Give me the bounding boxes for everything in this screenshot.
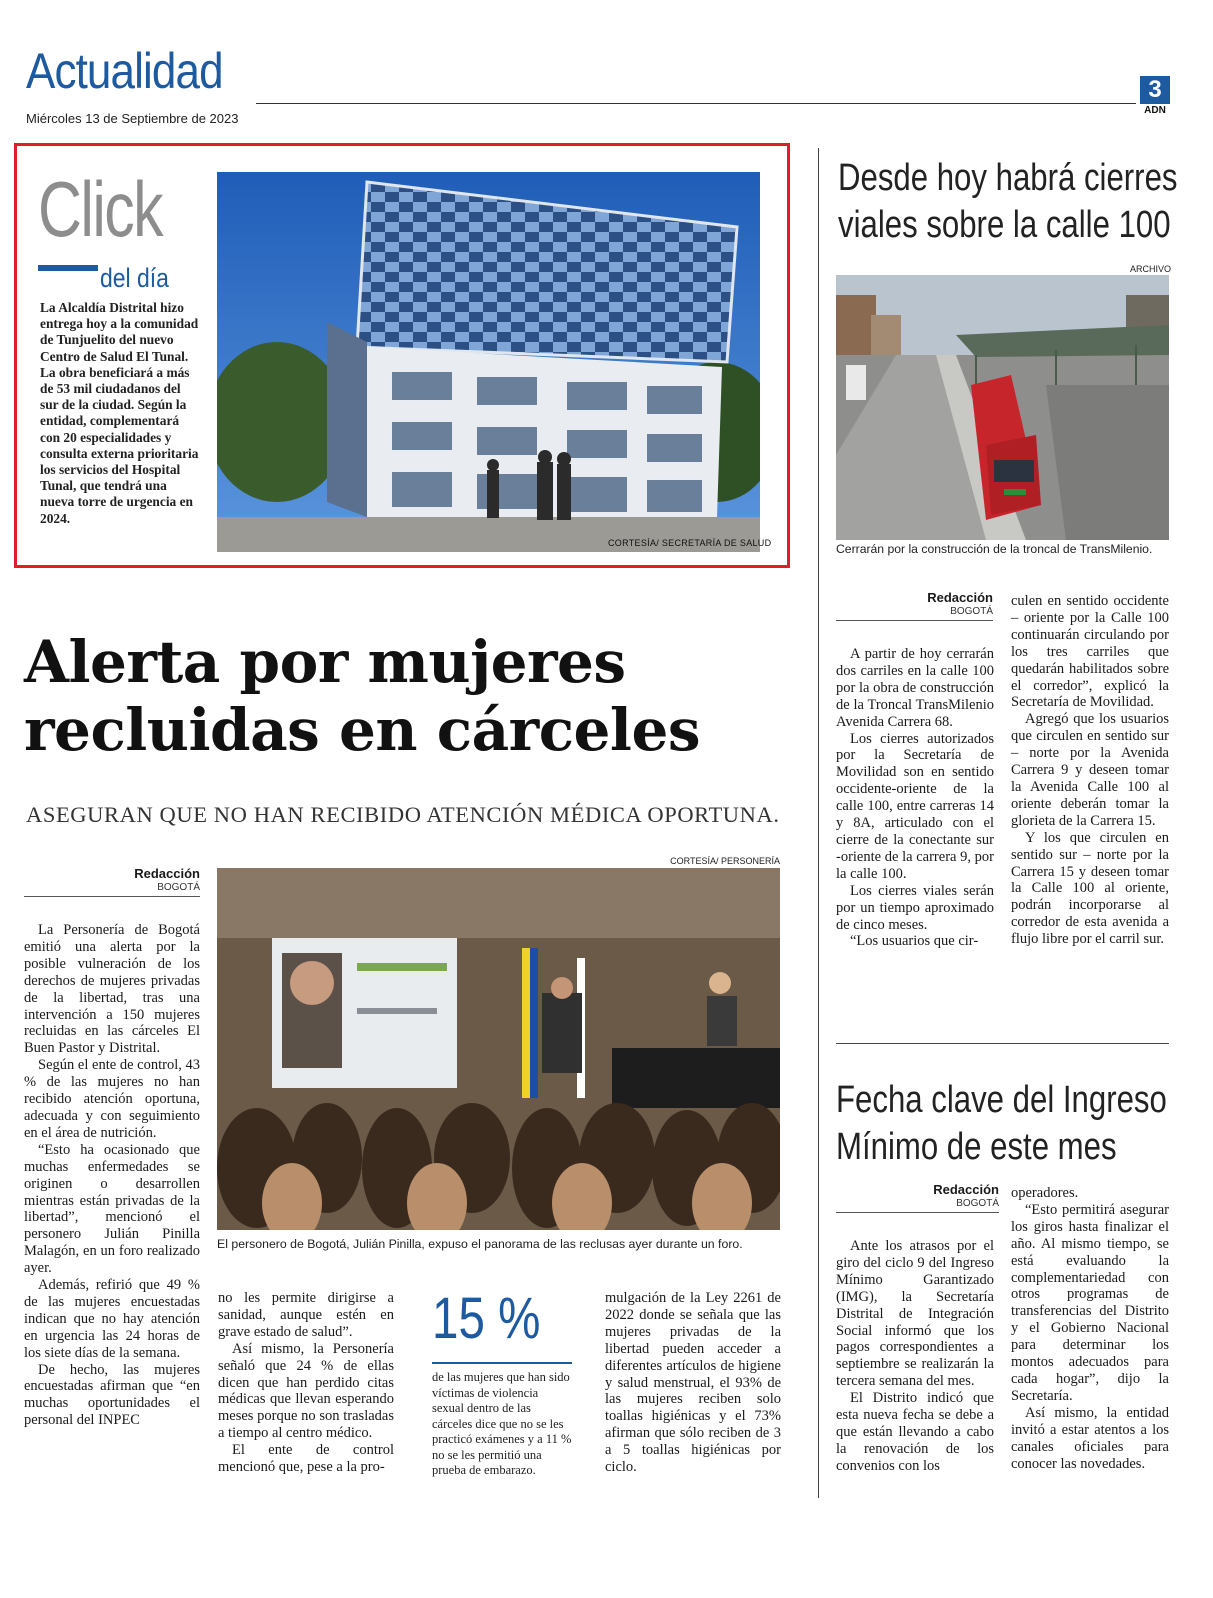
main-headline: Alerta por mujeres recluidas en cárceles [24,628,701,764]
story-divider [836,1043,1169,1044]
paragraph: Según el ente de control, 43 % de las mujeres no han recibido atención oportuna, adecuada y con seguimiento en el área de nutrición. [24,1057,200,1141]
byline-author: Redacción [134,866,200,881]
photo-credit: CORTESÍA/ SECRETARÍA DE SALUD [608,538,772,548]
photo-credit: CORTESÍA/ PERSONERÍA [670,856,780,866]
cierres-headline [838,155,1177,249]
paragraph: operadores. [1011,1185,1079,1201]
ingreso-text-column-2 [1011,1185,1169,1472]
paragraph: El Distrito indicó que esta nueva fecha se debe a que están llevando a cabo la renovación de los convenios con los [836,1390,994,1474]
click-accent-bar [38,265,98,271]
paragraph: Y los que circulen en sentido sur – norte por la Carrera 15 y deseen tomar la Calle 100 al oriente, podrán incorporarse al corredor de esta avenida a flujo libre por el carril sur. [1011,829,1169,948]
byline-rule [836,620,993,621]
transmilenio-photo [836,275,1169,540]
byline-place: BOGOTÁ [157,882,200,893]
paragraph: Agregó que los usuarios que circulen en sentido sur – norte por la Avenida Carrera 9 y deseen tomar la Avenida Calle 100 al oriente deberán tomar la glorieta de la Carrera 15. [1011,711,1169,829]
stat-value: 15 % [432,1286,541,1351]
section-title: Actualidad [26,43,223,99]
stat-text: de las mujeres que han sido víctimas de violencia sexual dentro de las cárceles dice que no se les practicó exámenes y a 11 % no se les permitió una prueba de embarazo. [432,1370,572,1477]
paragraph: A partir de hoy cerrarán dos carriles en la calle 100 por la obra de construcción de la Troncal TransMilenio Avenida Carrera 68. [836,646,994,730]
main-text-column-4 [605,1290,781,1476]
paragraph: Los cierres autorizados por la Secretaría de Movilidad son en sentido occidente-oriente de la calle 100, entre carreras 14 y 8A, articulado con el cierre de la conectante sur -oriente de la carrera 9, por la calle 100. [836,730,994,882]
paragraph: no les permite dirigirse a sanidad, aunque estén en grave estado de salud”. [218,1290,394,1340]
forum-photo [217,868,780,1230]
click-subtitle: del día [100,263,169,293]
byline-place: BOGOTÁ [956,1198,999,1209]
paragraph: “Esto permitirá asegurar los giros hasta finalizar el año. Al mismo tiempo, se está evaluando la complementariedad con otros programas de transferencias del Distrito y el Gobierno Nacional para determinar los montos adecuados para cada hogar”, dijo la Secretaría. [1011,1201,1169,1404]
brand-logo: ADN [1144,105,1166,116]
byline-author: Redacción [933,1182,999,1197]
main-text-column-1 [24,922,200,1429]
paragraph: Así mismo, la entidad invitó a estar atentos a los canales oficiales para conocer las novedades. [1011,1404,1169,1472]
click-body-text: La Alcaldía Distrital hizo entrega hoy a la comunidad de Tunjuelito del nuevo Centro de Salud El Tunal. La obra beneficiará a más de 53 mil ciudadanos del sur de la ciudad. Según la entidad, complementará con 20 especialidades y consulta externa prioritaria los servicios del Hospital Tunal, que tendrá una nueva torre de urgencia en 2024. [40,300,199,526]
column-divider [818,148,819,1498]
photo-caption: El personero de Bogotá, Julián Pinilla, expuso el panorama de las reclusas ayer durante un foro. [217,1237,743,1251]
photo-credit: ARCHIVO [1130,264,1172,274]
cierres-text-column-1 [836,646,994,950]
health-center-photo [217,172,760,552]
byline-author: Redacción [927,590,993,605]
paragraph: De hecho, las mujeres encuestadas afirman que “en muchas oportunidades el personal del INPEC [24,1361,200,1429]
page-number: 3 [1140,76,1170,104]
header-rule [256,103,1136,104]
byline-rule [836,1212,999,1213]
headline-line: Desde hoy habrá cierres [838,157,1178,199]
stat-rule [432,1362,572,1364]
ingreso-text-column-1 [836,1238,994,1475]
paragraph: Además, refirió que 49 % de las mujeres encuestadas indican que no hay atención en urgencia las 24 horas de los siete días de la semana. [24,1277,200,1361]
ingreso-headline [836,1077,1167,1171]
paragraph: Los cierres viales serán por un tiempo aproximado de cinco meses. [836,882,994,933]
photo-caption: Cerrarán por la construcción de la troncal de TransMilenio. [836,542,1153,556]
headline-line: viales sobre la calle 100 [838,204,1171,246]
paragraph: “Esto ha ocasionado que muchas enfermedades se originen o desarrollen mientras están privadas de la libertad”, mencionó el personero Julián Pinilla Malagón, en un foro realizado ayer. [24,1141,200,1277]
paragraph: culen en sentido occidente – oriente por la Calle 100 continuarán circulando por los tres carriles que quedarán habilitados sobre el corredor”, explicó la Secretaría de Movilidad. [1011,593,1169,711]
paragraph: Ante los atrasos por el giro del ciclo 9 del Ingreso Mínimo Garantizado (IMG), la Secretaría Distrital de Integración Social informó que los pagos correspondientes a septiembre se realizarán la tercera semana del mes. [836,1238,994,1390]
main-deck: ASEGURAN QUE NO HAN RECIBIDO ATENCIÓN MÉDICA OPORTUNA. [26,802,780,827]
paragraph: mulgación de la Ley 2261 de 2022 donde se señala que las mujeres privadas de la libertad pueden acceder a diferentes artículos de higiene y salud menstrual, el 93% de las mujeres reciben solo toallas higiénicas y el 73% afirman que sólo reciben de 3 a 5 toallas higiénicas por ciclo. [605,1290,781,1476]
issue-date: Miércoles 13 de Septiembre de 2023 [26,111,239,126]
byline-place: BOGOTÁ [950,606,993,617]
headline-line: Mínimo de este mes [836,1126,1117,1168]
main-text-column-2 [218,1290,394,1476]
byline-rule [24,896,200,897]
page-badge [1140,76,1170,118]
cierres-text-column-2 [1011,593,1169,948]
paragraph: El ente de control mencionó que, pese a la pro- [218,1442,394,1476]
click-title: Click [38,165,163,253]
paragraph: Así mismo, la Personería señaló que 24 % de ellas dicen que han perdido citas médicas que llevan esperando meses porque no son trasladas a tiempo al centro médico. [218,1340,394,1442]
paragraph: “Los usuarios que cir- [850,933,979,950]
paragraph: La Personería de Bogotá emitió una alerta por la posible vulneración de los derechos de mujeres privadas de la libertad, tras una intervención a 150 mujeres recluidas en las cárceles El Buen Pastor y Distrital. [24,922,200,1057]
headline-line: Fecha clave del Ingreso [836,1079,1167,1121]
